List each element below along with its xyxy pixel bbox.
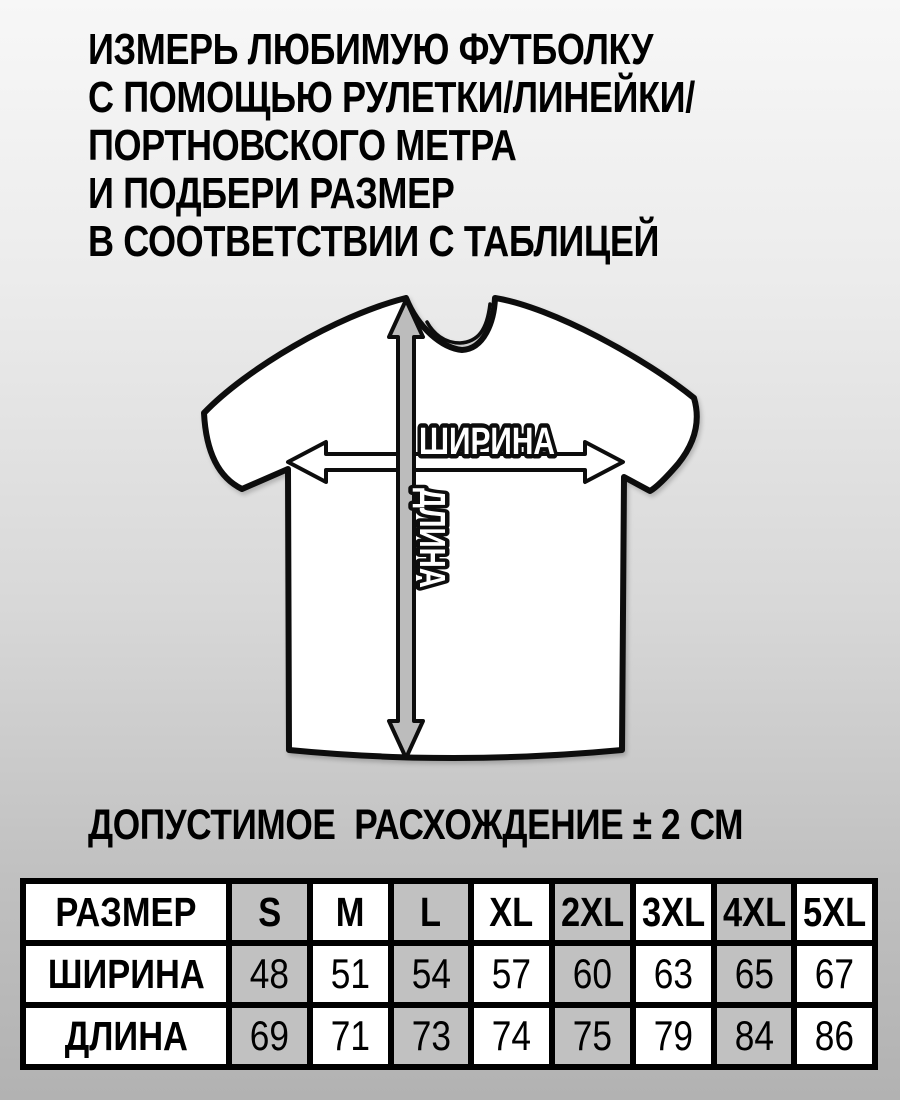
measurement-cell: 48 (229, 943, 310, 1005)
size-column-header: 5XL (794, 881, 875, 943)
measurement-cell: 86 (794, 1005, 875, 1067)
size-header-cell: РАЗМЕР (23, 881, 229, 943)
size-column-header: XL (471, 881, 552, 943)
tolerance-note: ДОПУСТИМОЕ РАСХОЖДЕНИЕ ± 2 СМ (88, 801, 744, 849)
measurement-cell: 63 (633, 943, 714, 1005)
measurement-cell: 67 (794, 943, 875, 1005)
headline-line: С ПОМОЩЬЮ РУЛЕТКИ/ЛИНЕЙКИ/ (88, 73, 695, 122)
size-column-header: M (310, 881, 391, 943)
measurement-cell: 75 (552, 1005, 633, 1067)
size-column-header: 3XL (633, 881, 714, 943)
length-row (23, 1005, 875, 1067)
size-table-header-row (23, 881, 875, 943)
size-column-header: 2XL (552, 881, 633, 943)
size-column-header: L (391, 881, 472, 943)
row-label-cell: ШИРИНА (23, 943, 229, 1005)
row-label-cell: ДЛИНА (23, 1005, 229, 1067)
length-label: ДЛИНА (412, 488, 453, 617)
measurement-cell: 60 (552, 943, 633, 1005)
headline-line: ПОРТНОВСКОГО МЕТРА (88, 121, 517, 170)
measurement-cell: 65 (714, 943, 795, 1005)
measurement-cell: 69 (229, 1005, 310, 1067)
measurement-cell: 79 (633, 1005, 714, 1067)
size-table (20, 878, 878, 1070)
measurement-cell: 54 (391, 943, 472, 1005)
headline-line: В СООТВЕТСТВИИ С ТАБЛИЦЕЙ (88, 217, 660, 266)
width-label: ШИРИНА (419, 421, 555, 463)
tshirt-diagram (190, 280, 710, 800)
measurement-cell: 84 (714, 1005, 795, 1067)
measurement-cell: 74 (471, 1005, 552, 1067)
measurement-cell: 73 (391, 1005, 472, 1067)
measurement-cell: 51 (310, 943, 391, 1005)
width-row (23, 943, 875, 1005)
headline-line: ИЗМЕРЬ ЛЮБИМУЮ ФУТБОЛКУ (88, 25, 654, 74)
measurement-cell: 71 (310, 1005, 391, 1067)
headline (88, 26, 828, 266)
headline-line: И ПОДБЕРИ РАЗМЕР (88, 169, 455, 218)
measurement-cell: 57 (471, 943, 552, 1005)
size-column-header: 4XL (714, 881, 795, 943)
size-column-header: S (229, 881, 310, 943)
